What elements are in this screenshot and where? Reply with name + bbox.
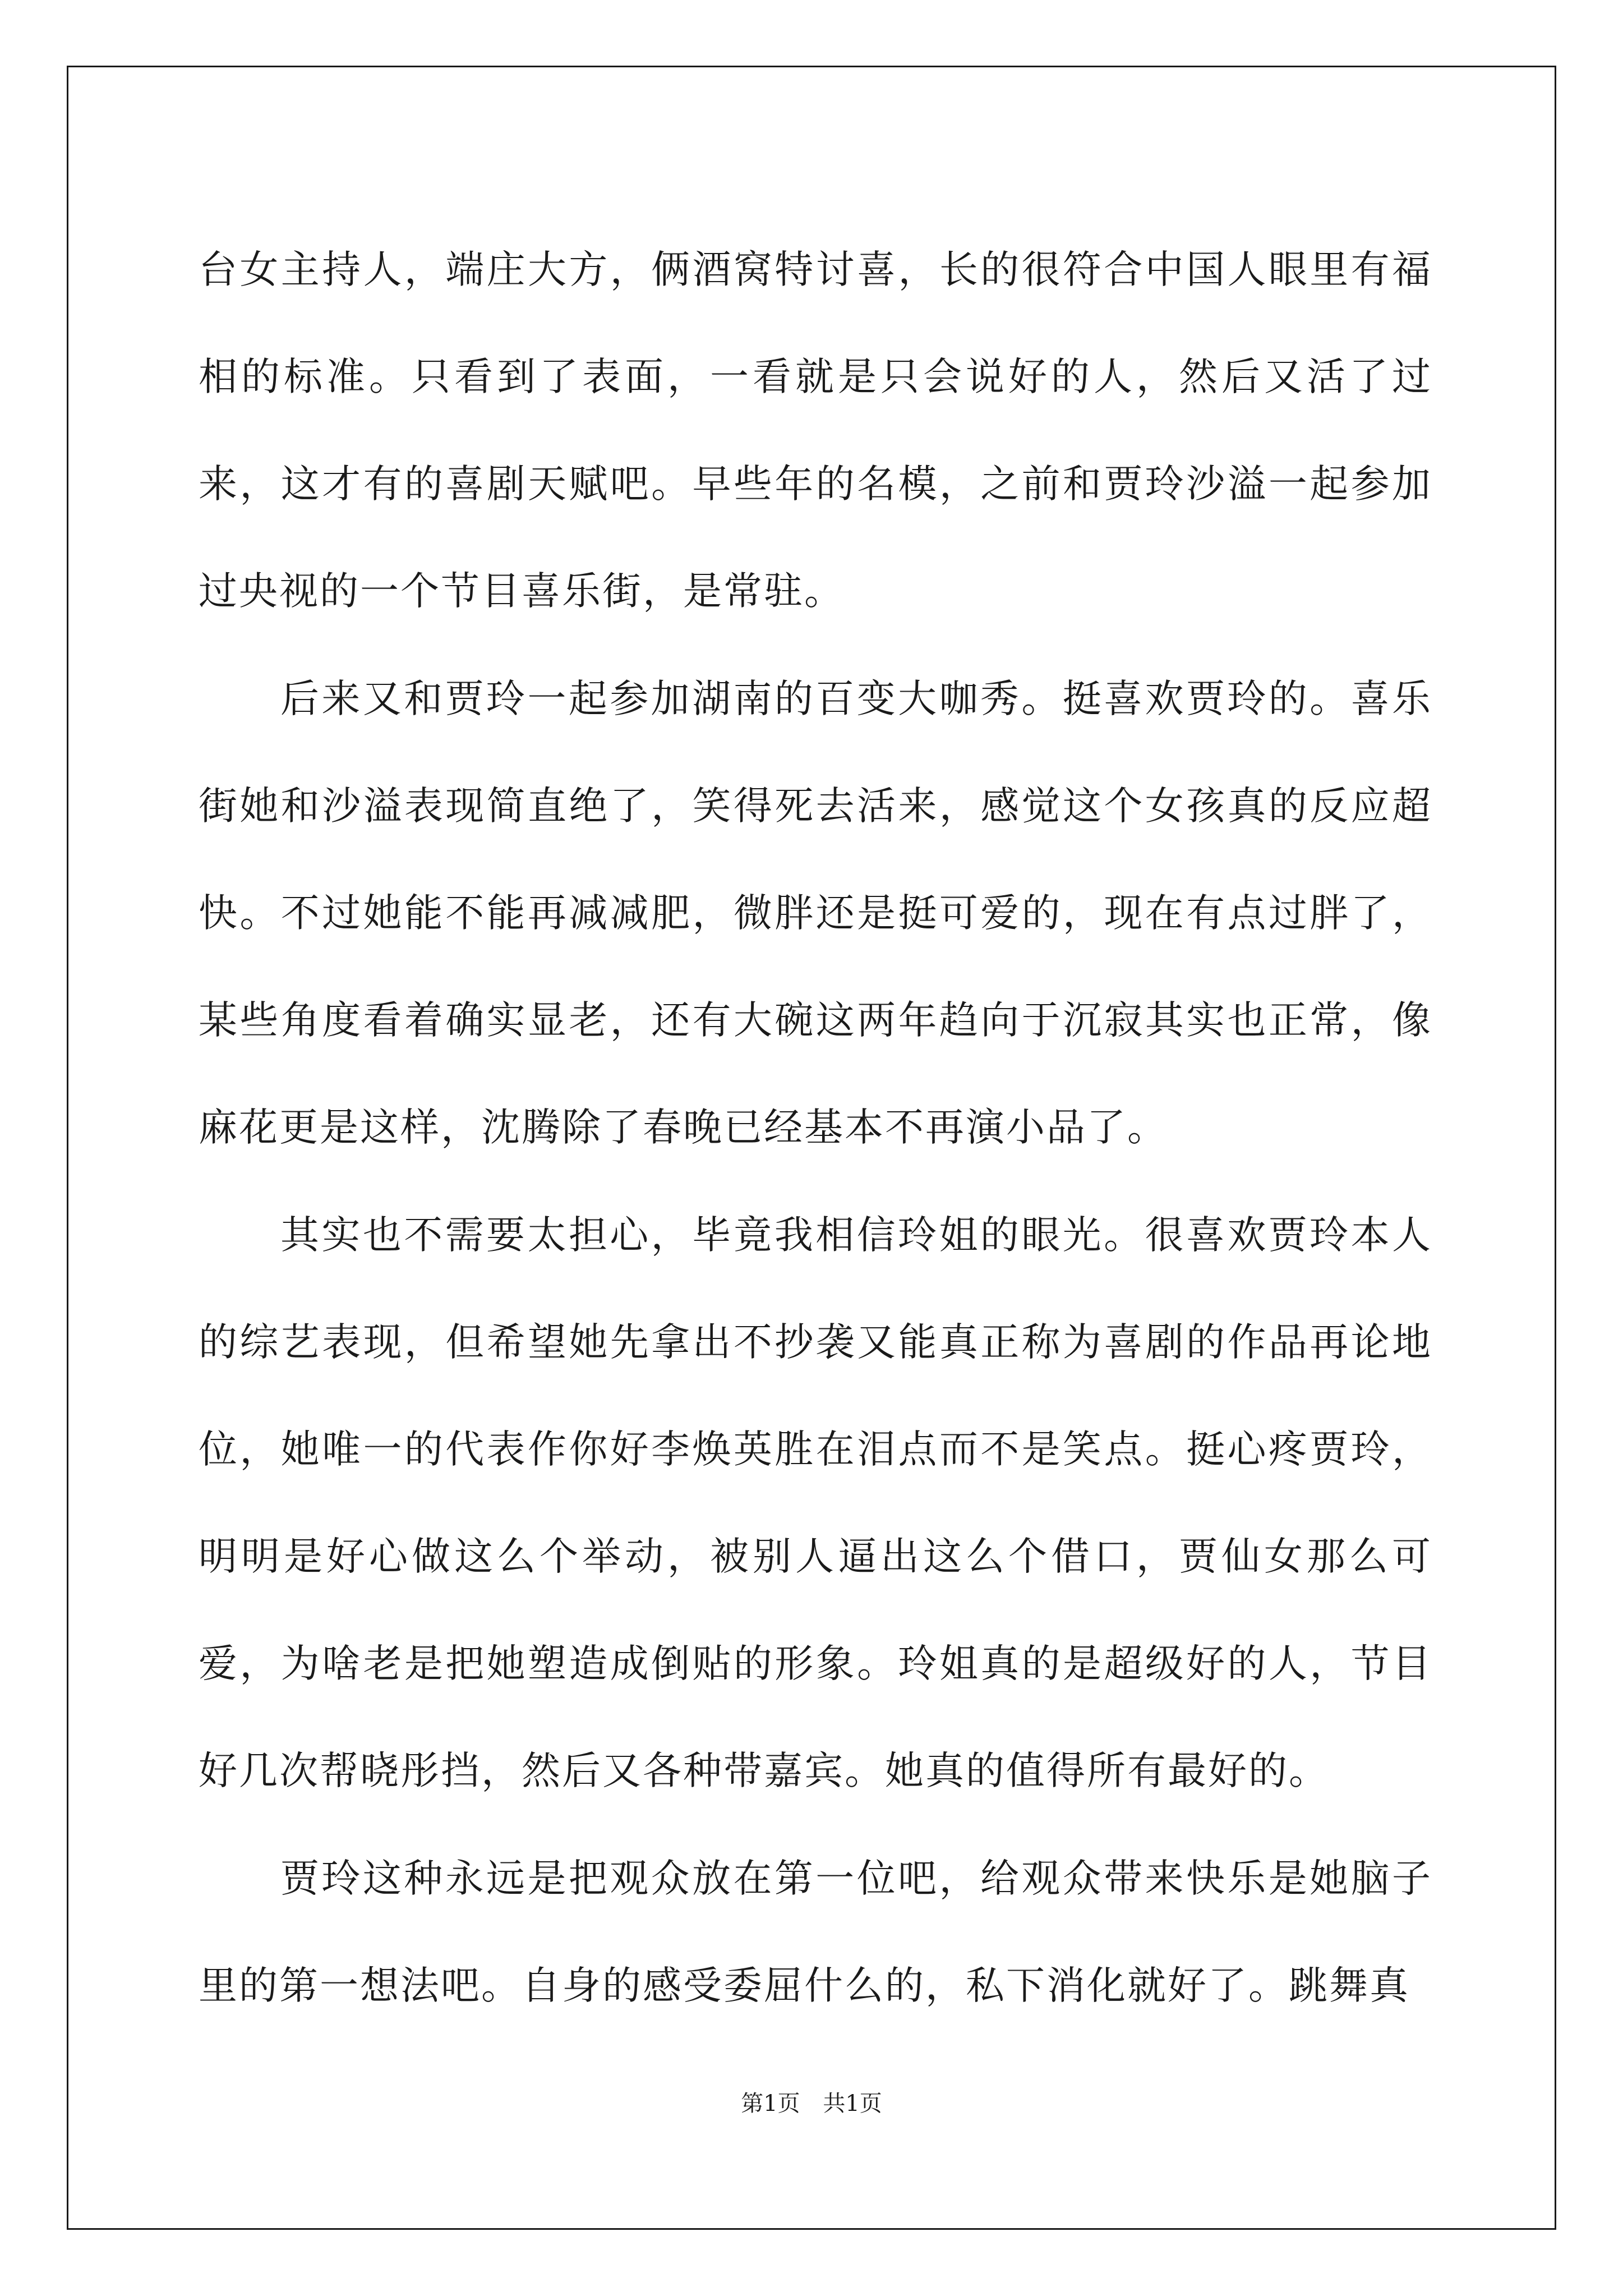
paragraph-1: 台女主持人，端庄大方，俩酒窝特讨喜，长的很符合中国人眼里有福相的标准。只看到了表面，一看就是只会说好的人，然后又活了过来，这才有的喜剧天赋吧。早些年的名模，之前和贾玲沙溢一起参加过央视的一个节目喜乐街，是常驻。 bbox=[199, 247, 1432, 614]
page-footer bbox=[0, 2086, 1623, 2118]
document-body bbox=[199, 217, 1432, 2040]
paragraph-3: 其实也不需要太担心，毕竟我相信玲姐的眼光。很喜欢贾玲本人的综艺表现，但希望她先拿出不抄袭又能真正称为喜剧的作品再论地位，她唯一的代表作你好李焕英胜在泪点而不是笑点。挺心疼贾玲，明明是好心做这么个举动，被别人逼出这么个借口，贾仙女那么可爱，为啥老是把她塑造成倒贴的形象。玲姐真的是超级好的人，节目好几次帮晓彤挡，然后又各种带嘉宾。她真的值得所有最好的。 bbox=[199, 1213, 1432, 1793]
page-number: 第1页 bbox=[741, 2091, 800, 2116]
paragraph-2: 后来又和贾玲一起参加湖南的百变大咖秀。挺喜欢贾玲的。喜乐街她和沙溢表现简直绝了，笑得死去活来，感觉这个女孩真的反应超快。不过她能不能再减减肥，微胖还是挺可爱的，现在有点过胖了，某些角度看着确实显老，还有大碗这两年趋向于沉寂其实也正常，像麻花更是这样，沈腾除了春晚已经基本不再演小品了。 bbox=[199, 677, 1432, 1150]
paragraph-4: 贾玲这种永远是把观众放在第一位吧，给观众带来快乐是她脑子里的第一想法吧。自身的感受委屈什么的，私下消化就好了。跳舞真 bbox=[199, 1856, 1432, 2008]
page-total: 共1页 bbox=[823, 2091, 882, 2116]
